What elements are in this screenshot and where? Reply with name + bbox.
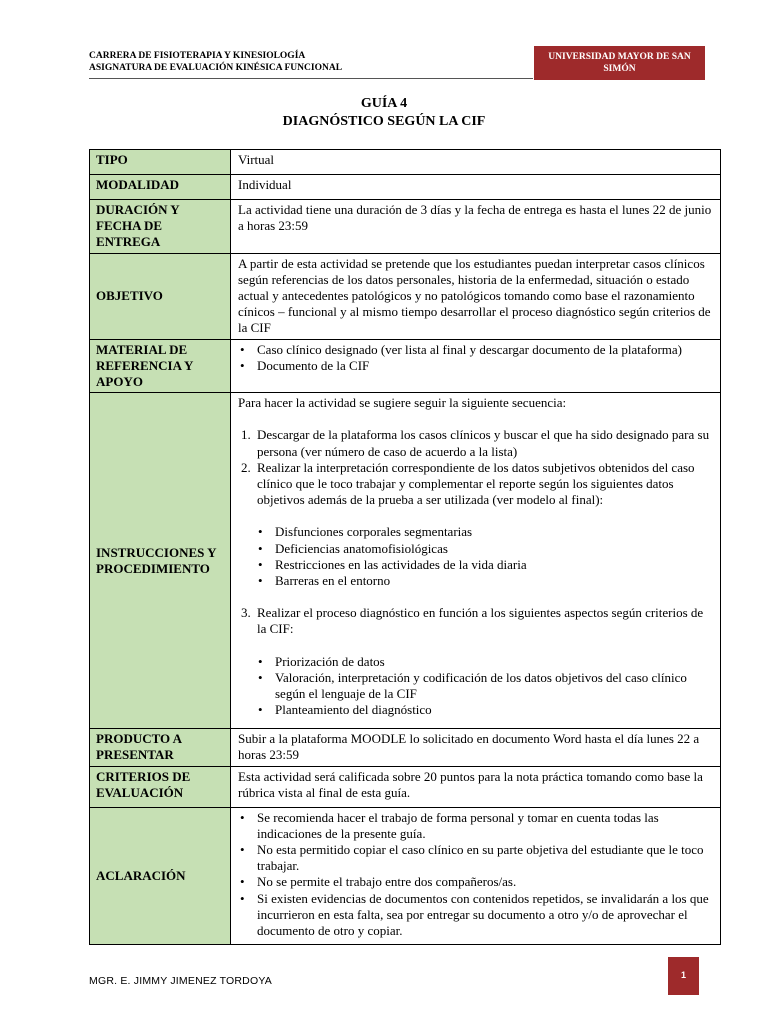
label-producto: PRODUCTO A PRESENTAR (90, 729, 231, 766)
list-item: • Planteamiento del diagnóstico (256, 702, 713, 718)
row-aclaracion (90, 807, 721, 944)
page-number: 1 (668, 957, 699, 995)
row-producto (90, 729, 721, 766)
header-subject: ASIGNATURA DE EVALUACIÓN KINÉSICA FUNCIONAL (89, 63, 343, 73)
row-duracion (90, 200, 721, 254)
steps-list (238, 427, 713, 508)
row-modalidad (90, 175, 721, 200)
list-item: • No se permite el trabajo entre dos compañeros/as. (238, 874, 713, 890)
value-modalidad: Individual (231, 175, 721, 200)
footer-author: MGR. E. JIMMY JIMENEZ TORDOYA (89, 975, 272, 987)
university-badge: UNIVERSIDAD MAYOR DE SAN SIMÓN (534, 46, 705, 80)
list-item: • Si existen evidencias de documentos con contenidos repetidos, se invalidarán a los que incurrieron en esta falta, sea por entregar su documento a otro y/o de aprovechar el documento de otro y copiar. (238, 891, 713, 940)
header-divider (89, 78, 533, 79)
guide-number: GUÍA 4 (360, 96, 408, 111)
label-objetivo: OBJETIVO (90, 253, 231, 339)
label-tipo: TIPO (90, 150, 231, 175)
value-instrucciones (231, 393, 721, 729)
value-tipo: Virtual (231, 150, 721, 175)
diagnostic-aspects-list (238, 654, 713, 719)
instructions-intro: Para hacer la actividad se sugiere seguir la siguiente secuencia: (238, 395, 567, 411)
value-material (231, 339, 721, 393)
guide-title: DIAGNÓSTICO SEGÚN LA CIF (282, 114, 486, 129)
list-item: • Valoración, interpretación y codificación de los datos objetivos del caso clínico según el lenguaje de la CIF (256, 670, 713, 702)
label-criterios: CRITERIOS DE EVALUACIÓN (90, 766, 231, 807)
list-item: • Disfunciones corporales segmentarias (256, 524, 713, 540)
objective-data-list (238, 524, 713, 589)
list-item: • Priorización de datos (256, 654, 713, 670)
step-item: 3. Realizar el proceso diagnóstico en función a los siguientes aspectos según criterios de la CIF: (241, 605, 704, 637)
row-instrucciones (90, 393, 721, 729)
label-duracion: DURACIÓN Y FECHA DE ENTREGA (90, 200, 231, 254)
value-producto: Subir a la plataforma MOODLE lo solicitado en documento Word hasta el día lunes 22 a horas 23:59 (231, 729, 721, 766)
list-item: • Caso clínico designado (ver lista al final y descargar documento de la plataforma) (238, 342, 713, 358)
label-instrucciones: INSTRUCCIONES Y PROCEDIMIENTO (90, 393, 231, 729)
header-career: CARRERA DE FISIOTERAPIA Y KINESIOLOGÍA (89, 51, 306, 61)
label-material: MATERIAL DE REFERENCIA Y APOYO (90, 339, 231, 393)
list-item: • Restricciones en las actividades de la vida diaria (256, 557, 713, 573)
value-duracion: La actividad tiene una duración de 3 días y la fecha de entrega es hasta el lunes 22 de junio a horas 23:59 (231, 200, 721, 254)
material-list (238, 342, 713, 374)
row-objetivo (90, 253, 721, 339)
clarification-list (238, 810, 713, 940)
list-item: • Documento de la CIF (238, 358, 713, 374)
label-aclaracion: ACLARACIÓN (90, 807, 231, 944)
list-item: • No esta permitido copiar el caso clínico en su parte objetiva del estudiante que le toco trabajar. (238, 842, 713, 874)
step-item: 1. Descargar de la plataforma los casos clínicos y buscar el que ha sido designado para su persona (ver número de caso de acuerdo a la lista) (241, 427, 710, 459)
list-item: • Deficiencias anatomofisiológicas (256, 541, 713, 557)
document-header (89, 50, 342, 74)
row-material (90, 339, 721, 393)
list-item: • Barreras en el entorno (256, 573, 713, 589)
row-tipo (90, 150, 721, 175)
list-item: • Se recomienda hacer el trabajo de forma personal y tomar en cuenta todas las indicaciones de la presente guía. (238, 810, 713, 842)
step-item: 2. Realizar la interpretación correspondiente de los datos subjetivos obtenidos del caso clínico que le toco trabajar y complementar el reporte según los siguientes datos objetivos además de la prueba a ser utilizada (ver modelo al final): (241, 459, 695, 508)
guide-table (89, 149, 721, 945)
row-criterios (90, 766, 721, 807)
value-criterios: Esta actividad será calificada sobre 20 puntos para la nota práctica tomando como base la rúbrica vista al final de esta guía. (231, 766, 721, 807)
steps-list-continued (238, 605, 713, 637)
value-objetivo: A partir de esta actividad se pretende que los estudiantes puedan interpretar casos clínicos según referencias de los datos personales, historia de la enfermedad, situación o estado actual y antecedentes patológicos y no patológicos tomando como base el razonamiento cínicos – funcional y al mismo tiempo desarrollar el proceso diagnóstico según criterios de la CIF (231, 253, 721, 339)
label-modalidad: MODALIDAD (90, 175, 231, 200)
value-aclaracion (231, 807, 721, 944)
